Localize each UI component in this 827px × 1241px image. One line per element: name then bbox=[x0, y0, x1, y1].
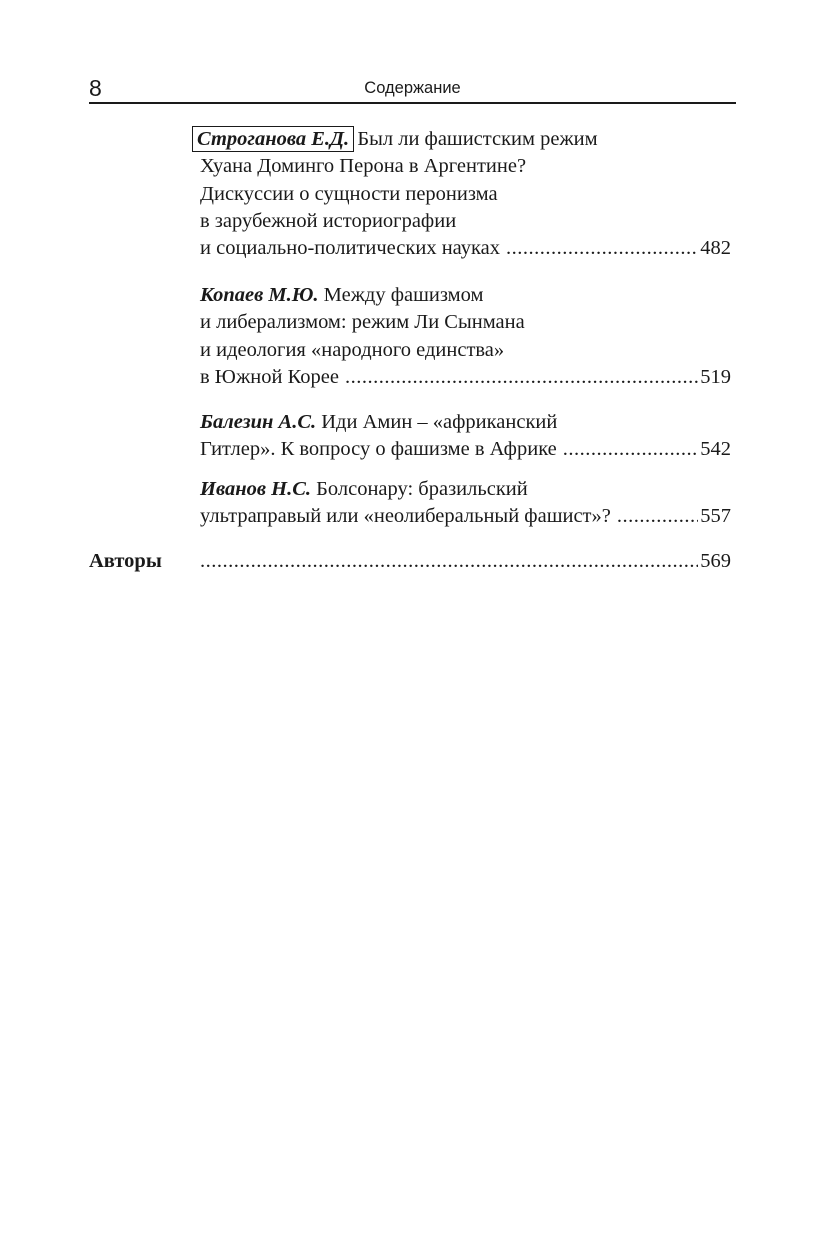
authors-label: Авторы bbox=[89, 550, 162, 572]
author-name-highlighted: Строганова Е.Д. bbox=[194, 128, 352, 150]
toc-entry bbox=[197, 126, 731, 262]
page-header bbox=[89, 74, 736, 104]
title-last-line bbox=[200, 436, 731, 463]
toc-entry bbox=[200, 409, 731, 464]
toc-entry bbox=[200, 282, 731, 391]
page-ref: 569 bbox=[700, 550, 731, 572]
author-name: Балезин А.С. bbox=[200, 411, 317, 433]
title-line: и социально-политических науках bbox=[200, 237, 500, 260]
title-line: Гитлер». К вопросу о фашизме в Африке bbox=[200, 438, 557, 461]
page-ref: 542 bbox=[700, 438, 731, 461]
toc-entry bbox=[200, 476, 731, 531]
title-line: и либерализмом: режим Ли Сынмана bbox=[200, 311, 525, 334]
title-line: Иди Амин – «африканский bbox=[321, 411, 558, 433]
page-ref: 519 bbox=[700, 365, 731, 388]
author-name: Иванов Н.С. bbox=[200, 478, 311, 500]
title-line: Дискуссии о сущности перонизма bbox=[200, 182, 498, 205]
page-number: 8 bbox=[89, 75, 102, 101]
dot-leader bbox=[506, 235, 698, 262]
toc-entry-first-line bbox=[200, 409, 731, 436]
author-name: Копаев М.Ю. bbox=[200, 284, 319, 306]
title-line: и идеология «народного единства» bbox=[200, 338, 505, 361]
dot-leader bbox=[563, 436, 699, 463]
toc-entry-first-line bbox=[200, 476, 731, 503]
title-line: Хуана Доминго Перона в Аргентине? bbox=[200, 155, 527, 178]
dot-leader bbox=[200, 548, 698, 575]
title-last-line bbox=[200, 503, 731, 530]
title-line: Был ли фашистским режим bbox=[357, 128, 598, 150]
page-ref: 557 bbox=[700, 505, 731, 528]
title-last-line bbox=[200, 235, 731, 262]
title-line: Болсонару: бразильский bbox=[316, 478, 528, 500]
toc-entry-first-line bbox=[197, 126, 731, 153]
page-ref: 482 bbox=[700, 237, 731, 260]
title-line: в Южной Корее bbox=[200, 365, 339, 388]
title-line: Между фашизмом bbox=[323, 284, 484, 306]
running-title: Содержание bbox=[364, 79, 461, 97]
dot-leader bbox=[617, 503, 698, 530]
title-line: ультраправый или «неолиберальный фашист»? bbox=[200, 505, 611, 528]
authors-section-entry bbox=[89, 548, 731, 575]
title-last-line bbox=[200, 364, 731, 391]
dot-leader bbox=[345, 364, 698, 391]
title-line: в зарубежной историографии bbox=[200, 209, 457, 232]
toc-entry-first-line bbox=[200, 282, 731, 309]
